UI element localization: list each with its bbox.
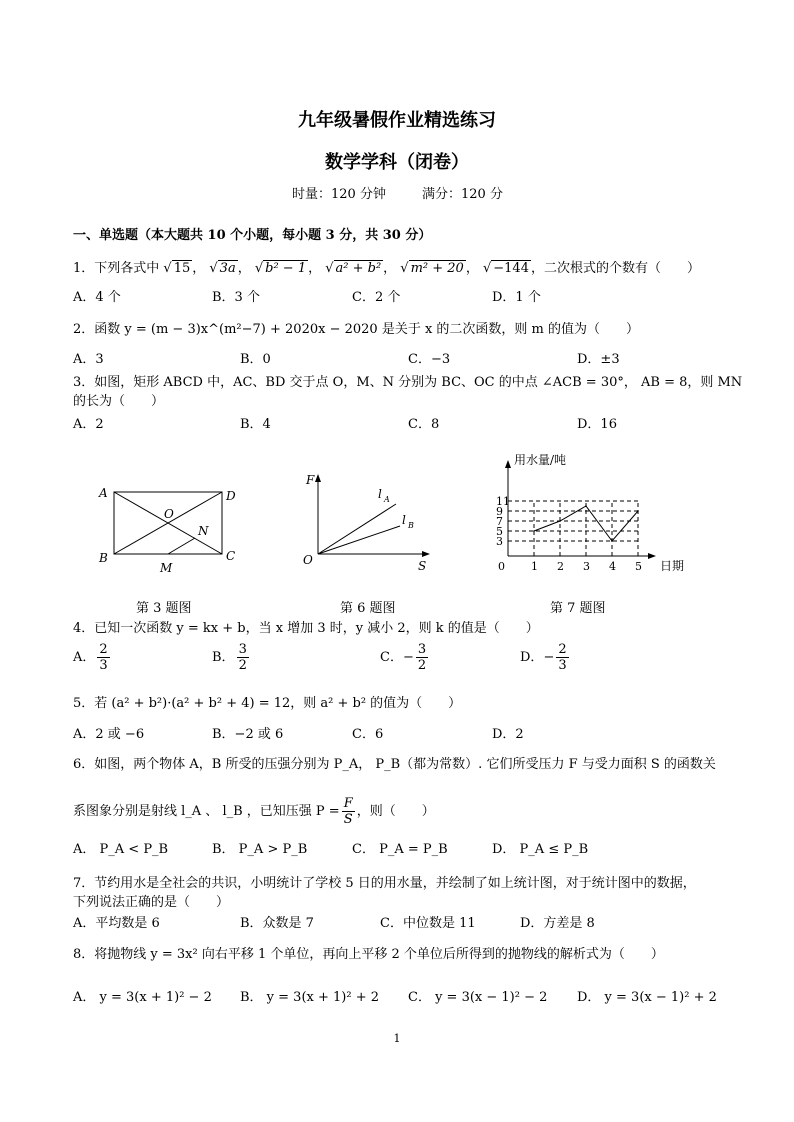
q5-option: D．2 — [492, 727, 524, 742]
q1-radicand: m² + 20 — [410, 261, 464, 276]
label-la: l — [378, 487, 382, 501]
q8-option: A． y = 3(x + 1)² − 2 — [73, 990, 212, 1005]
label-d: D — [226, 489, 236, 503]
fraction-denominator: S — [343, 812, 353, 827]
q4-option-label: B． — [212, 650, 235, 665]
q1-option: C．2 个 — [352, 290, 401, 305]
question-8: 8．将抛物线 y = 3x² 向右平移 1 个单位，再向上平移 2 个单位后所得到的抛物线的解析式为（ ） — [73, 947, 664, 962]
q5-option: A．2 或 −6 — [73, 727, 145, 742]
y-tick-label: 11 — [496, 495, 510, 508]
page-title: 九年级暑假作业精选练习 — [298, 110, 496, 131]
q4-option-d — [520, 642, 571, 673]
q5-option: B．−2 或 6 — [212, 727, 284, 742]
q1-radicand: a² + b² — [335, 261, 382, 276]
label-lb: l — [402, 513, 406, 527]
fraction-numerator: 2 — [558, 642, 567, 657]
figure-6-caption: 第 6 题图 — [340, 601, 396, 616]
label-s: S — [418, 559, 427, 573]
figure-3-caption: 第 3 题图 — [136, 601, 192, 616]
fraction-numerator: 3 — [238, 642, 247, 657]
question-3-line2: 的长为（ ） — [73, 394, 165, 409]
q6-line2-prefix: 系图象分别是射线 l_A 、 l_B ，已知压强 P = — [73, 804, 340, 819]
label-o: O — [164, 507, 174, 521]
label-lb-sub: B — [408, 521, 414, 530]
figure-6-rays — [296, 466, 436, 576]
time-label: 时量：120 分钟 — [292, 187, 386, 202]
question-6-line2 — [73, 796, 435, 827]
y-tick-label: 3 — [496, 535, 503, 548]
q1-radicand: b² − 1 — [265, 261, 307, 276]
q4-option-label: D． — [520, 650, 544, 665]
q2-option: C．−3 — [408, 352, 451, 367]
q8-option: D． y = 3(x − 1)² + 2 — [577, 990, 717, 1005]
question-7-line1: 7．节约用水是全社会的共识，小明统计了学校 5 日的用水量，并绘制了如上统计图，对于统计图中的数据， — [73, 876, 696, 891]
q1-radicand: 3a — [219, 261, 236, 276]
label-a: A — [99, 486, 108, 500]
q2-option: A．3 — [73, 352, 104, 367]
question-4: 4．已知一次函数 y = kx + b，当 x 增加 3 时，y 减小 2，则 k 的值是（ ） — [73, 621, 539, 636]
q4-option-sign: − — [402, 650, 414, 665]
ray-lb — [318, 526, 400, 554]
fraction-denominator: 3 — [558, 658, 567, 673]
q6-option: A． P_A < P_B — [73, 842, 169, 857]
q4-option-fraction — [237, 642, 249, 673]
label-n: N — [198, 524, 209, 538]
q6-option: B． P_A > P_B — [212, 842, 308, 857]
question-1: 1．下列各式中 √ 15 ， √ 3a ， √ b² − 1 ， √ a² + b² ， √ m² + 20 ， √ −144 ，二次根式的个数有（ ） — [73, 261, 700, 276]
q7-option: C．中位数是 11 — [380, 916, 476, 931]
q1-radicand: 15 — [173, 261, 191, 276]
q4-option-fraction — [97, 642, 109, 673]
q6-option: D． P_A ≤ P_B — [492, 842, 589, 857]
q4-option-c — [380, 642, 430, 673]
score-label: 满分：120 分 — [422, 187, 503, 202]
fraction-numerator: F — [343, 796, 353, 811]
x-tick-label: 1 — [531, 560, 538, 573]
fraction-denominator: 3 — [99, 658, 108, 673]
q7-option: B．众数是 7 — [240, 916, 314, 931]
q1-radicand: −144 — [493, 261, 529, 276]
label-c: C — [226, 549, 236, 563]
question-3-line1: 3．如图，矩形 ABCD 中，AC、BD 交于点 O，M、N 分别为 BC、OC 的中点 ∠ACB = 30°， AB = 8，则 MN — [73, 375, 743, 390]
ray-la — [318, 504, 396, 554]
y-tick-label: 9 — [496, 505, 503, 518]
question-6-line1: 6．如图，两个物体 A，B 所受的压强分别为 P_A， P_B（都为常数）. 它们所受压力 F 与受力面积 S 的函数关 — [73, 757, 716, 772]
q1-suffix: ，二次根式的个数有（ ） — [530, 261, 700, 276]
label-f: F — [306, 473, 315, 487]
chart-y-axis-arrow — [505, 460, 511, 468]
fraction-numerator: 3 — [417, 642, 427, 657]
x-tick-label: 3 — [583, 560, 590, 573]
q4-option-label: C． — [380, 650, 403, 665]
y-axis-arrow — [315, 474, 321, 482]
section-heading: 一、单选题（本大题共 10 个小题，每小题 3 分，共 30 分） — [73, 228, 432, 243]
q4-option-fraction — [556, 642, 568, 673]
fraction-denominator: 2 — [238, 658, 247, 673]
q7-option: A．平均数是 6 — [73, 916, 160, 931]
q7-option: D．方差是 8 — [520, 916, 595, 931]
segment-mn — [168, 538, 195, 554]
q3-option: B．4 — [240, 417, 271, 432]
q6-option: C． P_A = P_B — [352, 842, 448, 857]
q5-option: C．6 — [352, 727, 384, 742]
x-tick-label: 5 — [635, 560, 642, 573]
q1-prefix: 1．下列各式中 — [73, 261, 160, 276]
q3-option: C．8 — [408, 417, 440, 432]
chart-origin: 0 — [498, 560, 505, 573]
x-tick-label: 4 — [609, 560, 616, 573]
chart-x-axis-arrow — [648, 553, 656, 559]
figure-3-rectangle — [92, 480, 252, 580]
label-b: B — [99, 551, 108, 565]
q2-option: B．0 — [240, 352, 271, 367]
q4-option-label: A． — [73, 650, 96, 665]
y-tick-label: 5 — [496, 525, 503, 538]
q1-option: D．1 个 — [492, 290, 541, 305]
q3-option: A．2 — [73, 417, 104, 432]
x-axis-arrow — [422, 551, 430, 557]
q8-option: B． y = 3(x + 1)² + 2 — [240, 990, 380, 1005]
q4-option-sign: − — [543, 650, 555, 665]
q4-option-b — [212, 642, 251, 673]
q4-option-a — [73, 642, 112, 673]
question-2: 2．函数 y = (m − 3)x^(m²−7) + 2020x − 2020 是关于 x 的二次函数，则 m 的值为（ ） — [73, 322, 640, 337]
page-number: 1 — [393, 1032, 401, 1045]
q6-pressure-fraction — [342, 796, 355, 827]
figure-7-caption: 第 7 题图 — [550, 601, 606, 616]
chart-xlabel: 日期 — [660, 559, 685, 573]
label-la-sub: A — [384, 495, 390, 504]
page-subtitle: 数学学科（闭卷） — [325, 152, 469, 173]
q1-option: A．4 个 — [73, 290, 121, 305]
question-7-line2: 下列说法正确的是（ ） — [73, 895, 230, 910]
q3-option: D．16 — [577, 417, 617, 432]
y-tick-label: 7 — [496, 515, 503, 528]
q4-option-fraction — [416, 642, 428, 673]
q1-option: B．3 个 — [212, 290, 260, 305]
label-o: O — [303, 553, 313, 567]
q6-line2-suffix: ，则（ ） — [356, 804, 435, 819]
chart-ylabel: 用水量/吨 — [514, 453, 567, 467]
q8-option: C． y = 3(x − 1)² − 2 — [408, 990, 548, 1005]
figure-7-chart — [488, 446, 698, 586]
fraction-numerator: 2 — [99, 642, 108, 657]
label-m: M — [160, 561, 173, 575]
q2-option: D．±3 — [577, 352, 620, 367]
x-tick-label: 2 — [557, 560, 564, 573]
fraction-denominator: 2 — [417, 658, 427, 673]
question-5: 5．若 (a² + b²)·(a² + b² + 4) = 12，则 a² + b² 的值为（ ） — [73, 696, 462, 711]
